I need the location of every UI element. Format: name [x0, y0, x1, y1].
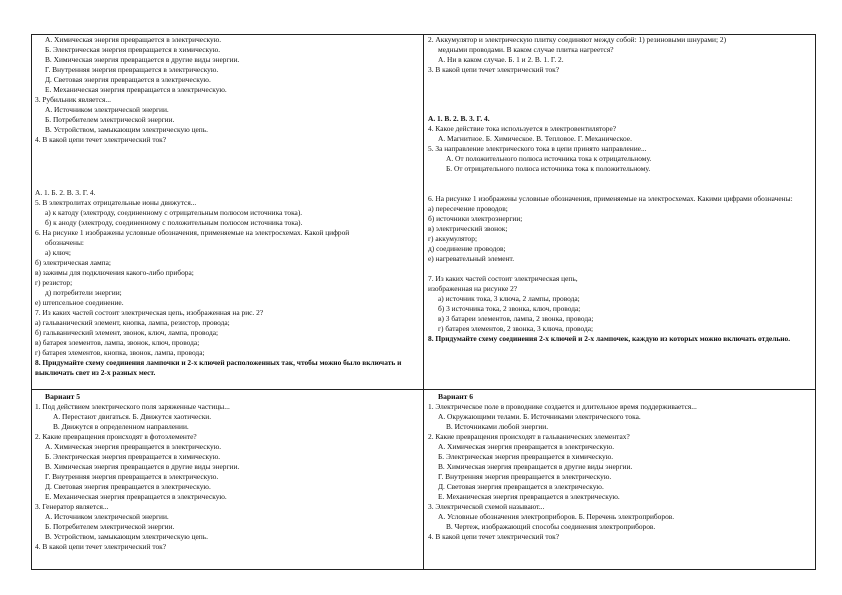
- answer-options: А. 1. Б. 2. В. 3. Г. 4.: [35, 188, 96, 197]
- text-line: Б. Электрическая энергия превращается в химическую.: [45, 452, 221, 461]
- variant-5-block: [35, 392, 419, 568]
- text-line: Г. Внутренняя энергия превращается в электрическую.: [438, 472, 612, 481]
- text-line: В. Устройством, замыкающим электрическую цепь.: [45, 532, 208, 541]
- question-line: 3. Электрической схемой называют...: [428, 502, 545, 511]
- text-line: г) батарея элементов, кнопка, звонок, лампа, провода;: [35, 348, 205, 357]
- answer-options: А. 1. В. 2. В. 3. Г. 4.: [428, 114, 490, 123]
- text-line: А. Условные обозначения электроприборов. Б. Перечень электроприборов.: [438, 512, 675, 521]
- text-line: Г. Внутренняя энергия превращается в электрическую.: [45, 472, 219, 481]
- question-line: 5. За направление электрического тока в цепи принято направление...: [428, 144, 647, 153]
- text-line: В. Движутся в определенном направлении.: [53, 422, 189, 431]
- question-line: 4. В какой цепи течет электрический ток?: [428, 532, 560, 541]
- question-line: 3. Рубильник является...: [35, 95, 111, 104]
- text-line: А. Химическая энергия превращается в электрическую.: [45, 442, 222, 451]
- text-line: Б. Потребителем электрической энергии.: [45, 115, 175, 124]
- question-line: 3. В какой цепи течет электрический ток?: [428, 65, 560, 74]
- question-line: 7. Из каких частей состоит электрическая цепь,: [428, 274, 578, 283]
- question-line: 2. Аккумулятор и электрическую плитку соединяют между собой: 1) резиновыми шнурами; 2): [428, 35, 727, 44]
- text-line: Б. Потребителем электрической энергии.: [45, 522, 175, 531]
- text-line: медными проводами. В каком случае плитка нагреется?: [438, 45, 614, 54]
- text-line: В. Источниками любой энергии.: [446, 422, 549, 431]
- text-line: в) батарея элементов, лампа, звонок, ключ, провода;: [35, 338, 200, 347]
- text-line: Б. Электрическая энергия превращается в химическую.: [438, 452, 614, 461]
- text-line: Д. Световая энергия превращается в электрическую.: [45, 482, 211, 491]
- top-left-block: [35, 35, 419, 155]
- text-line: Е. Механическая энергия превращается в электрическую.: [45, 85, 227, 94]
- text-line: а) к катоду (электроду, соединенному с отрицательным полюсом источника тока).: [45, 208, 303, 217]
- question-line: 1. Под действием электрического поля заряженные частицы...: [35, 402, 230, 411]
- text-line: в) электрический звонок;: [428, 224, 508, 233]
- text-line: а) гальванический элемент, кнопка, лампа, резистор, провода;: [35, 318, 230, 327]
- question-line: 2. Какие превращения происходят в гальванических элементах?: [428, 432, 630, 441]
- worksheet-grid: [31, 34, 816, 570]
- text-line: В. Химическая энергия превращается в другие виды энергии.: [438, 462, 633, 471]
- text-line: г) батарея элементов, 2 звонка, 3 ключа, провода;: [438, 324, 594, 333]
- text-line: г) резистор;: [35, 278, 73, 287]
- text-line: г) аккумулятор;: [428, 234, 478, 243]
- text-line: обозначены:: [45, 238, 84, 247]
- text-line: Г. Внутренняя энергия превращается в электрическую.: [45, 65, 219, 74]
- task-8-text: 8. Придумайте схему соединения 2-х ключей и 2-х лампочек, каждую из которых можно включать отдельно.: [428, 334, 791, 343]
- question-line: 7. Из каких частей состоит электрическая цепь, изображенная на рис. 2?: [35, 308, 264, 317]
- text-line: А. Магнитное. Б. Химическое. В. Тепловое. Г. Механическое.: [438, 134, 632, 143]
- text-line: б) 3 источника тока, 2 звонка, ключ, провода;: [438, 304, 581, 313]
- text-line: А. Ни в каком случае. Б. 1 и 2. В. 1. Г. 2.: [438, 55, 564, 64]
- text-line: изображенная на рисунке 2?: [428, 284, 518, 293]
- text-line: А. Окружающими телами. Б. Источниками электрического тока.: [438, 412, 641, 421]
- question-line: 4. В какой цепи течет электрический ток?: [35, 135, 167, 144]
- text-line: Е. Механическая энергия превращается в электрическую.: [438, 492, 620, 501]
- text-line: А. Источником электрической энергии.: [45, 512, 169, 521]
- question-line: 1. Электрическое поле в проводнике создается и длительное время поддерживается...: [428, 402, 697, 411]
- variant-6-title: Вариант 6: [438, 392, 474, 401]
- question-line: 4. Какое действие тока используется в электровентиляторе?: [428, 124, 617, 133]
- text-line: б) источники электроэнергии;: [428, 214, 523, 223]
- text-line: б) гальванический элемент, звонок, ключ, лампа, провода;: [35, 328, 219, 337]
- mid-right-block: [428, 114, 812, 388]
- text-line: В. Чертеж, изображающий способы соединения электроприборов.: [446, 522, 656, 531]
- text-line: б) к аноду (электроду, соединенному с положительным полюсом источника тока).: [45, 218, 303, 227]
- text-line: а) пересечение проводов;: [428, 204, 508, 213]
- text-line: а) источник тока, 3 ключа, 2 лампы, провода;: [438, 294, 580, 303]
- question-6-text: 6. На рисунке 1 изображены условные обозначения, применяемые на электросхемах. Какими цифрами обозначены:: [428, 194, 793, 203]
- text-line: Е. Механическая энергия превращается в электрическую.: [45, 492, 227, 501]
- question-line: 5. В электролитах отрицательные ионы движутся...: [35, 198, 197, 207]
- text-line: в) 3 батареи элементов, лампа, 2 звонка, провода;: [438, 314, 594, 323]
- text-line: д) соединение проводов;: [428, 244, 506, 253]
- question-line: 6. На рисунке 1 изображены условные обозначения, применяемые на электросхемах. Какой цифрой: [35, 228, 350, 237]
- text-line: А. Химическая энергия превращается в электрическую.: [438, 442, 615, 451]
- text-line: е) штепсельное соединение.: [35, 298, 124, 307]
- variant-divider: [31, 389, 816, 390]
- text-line: б) электрическая лампа;: [35, 258, 111, 267]
- text-line: В. Устройством, замыкающим электрическую цепь.: [45, 125, 208, 134]
- text-line: Д. Световая энергия превращается в электрическую.: [438, 482, 604, 491]
- question-line: 3. Генератор является...: [35, 502, 109, 511]
- column-divider: [423, 34, 424, 570]
- text-line: В. Химическая энергия превращается в другие виды энергии.: [45, 462, 240, 471]
- text-line: А. От положительного полюса источника тока к отрицательному.: [446, 154, 652, 163]
- task-8-text: 8. Придумайте схему соединения лампочки и 2-х ключей расположенных так, чтобы можно было включать и выключать свет из 2-х разных мест.: [35, 358, 402, 377]
- text-line: в) зажимы для подключения какого-либо прибора;: [35, 268, 194, 277]
- text-line: е) нагревательный элемент.: [428, 254, 515, 263]
- text-line: а) ключ;: [45, 248, 71, 257]
- text-line: Д. Световая энергия превращается в электрическую.: [45, 75, 211, 84]
- text-line: Б. Электрическая энергия превращается в химическую.: [45, 45, 221, 54]
- variant-6-block: [428, 392, 812, 568]
- text-line: Б. От отрицательного полюса источника тока к положительному.: [446, 164, 651, 173]
- text-line: В. Химическая энергия превращается в другие виды энергии.: [45, 55, 240, 64]
- question-line: 2. Какие превращения происходят в фотоэлементе?: [35, 432, 197, 441]
- top-right-block: [428, 35, 812, 105]
- variant-5-title: Вариант 5: [45, 392, 81, 401]
- text-line: д) потребители энергии;: [45, 288, 122, 297]
- text-line: А. Перестают двигаться. Б. Движутся хаотически.: [53, 412, 212, 421]
- question-line: 4. В какой цепи течет электрический ток?: [35, 542, 167, 551]
- mid-left-block: [35, 188, 419, 388]
- text-line: А. Источником электрической энергии.: [45, 105, 169, 114]
- text-line: А. Химическая энергия превращается в электрическую.: [45, 35, 222, 44]
